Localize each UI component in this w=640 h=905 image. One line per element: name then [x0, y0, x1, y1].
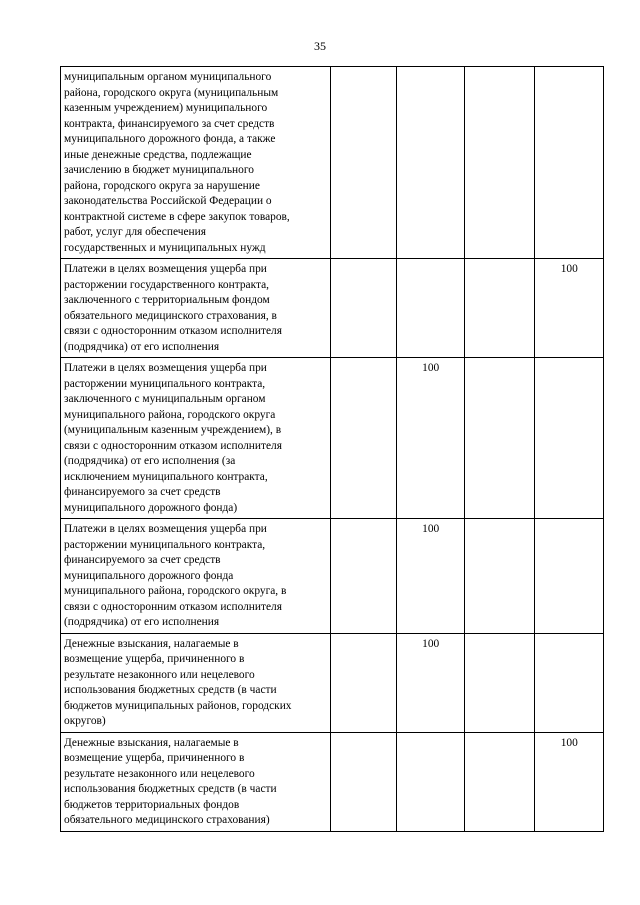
value-cell [464, 519, 535, 634]
value-cell: 100 [397, 519, 464, 634]
row-description: муниципальным органом муниципального района, городского округа (муниципальным казенным учреждением) муниципального контракта, финансируемого за счет средств муниципального дорожного фонда, а также иные денежные средства, подлежащие зачислению в бюджет муниципального района, городского округа за нарушение законодательства Российской Федерации о контрактной системе в сфере закупок товаров, работ, услуг для обеспечения государственных и муниципальных нужд [64, 71, 290, 254]
row-description-cell [61, 633, 331, 732]
value-cell [464, 259, 535, 358]
revenue-distribution-table [60, 66, 604, 832]
table-row [61, 358, 604, 519]
value-cell [535, 519, 604, 634]
value-cell [464, 67, 535, 259]
row-description: Денежные взыскания, налагаемые в возмещение ущерба, причиненного в результате незаконного или нецелевого использования бюджетных средств (в части бюджетов муниципальных районов, городских округов) [64, 637, 292, 727]
value-cell [330, 358, 396, 519]
value-cell [397, 732, 464, 831]
value-cell [464, 358, 535, 519]
row-description-cell [61, 259, 331, 358]
value-cell [535, 633, 604, 732]
row-description-cell [61, 358, 331, 519]
row-description-cell [61, 732, 331, 831]
value-cell: 100 [535, 259, 604, 358]
value-cell [330, 633, 396, 732]
value-cell [397, 259, 464, 358]
value-cell: 100 [535, 732, 604, 831]
table-row [61, 519, 604, 634]
row-description-cell [61, 67, 331, 259]
row-description: Платежи в целях возмещения ущерба при расторжении государственного контракта, заключенного с территориальным фондом обязательного медицинского страхования, в связи с односторонним отказом исполнителя (подрядчика) от его исполнения [64, 263, 282, 353]
table-row [61, 67, 604, 259]
row-description-cell [61, 519, 331, 634]
value-cell [535, 358, 604, 519]
value-cell [397, 67, 464, 259]
table-row [61, 732, 604, 831]
row-description: Платежи в целях возмещения ущерба при расторжении муниципального контракта, финансируемого за счет средств муниципального дорожного фонда муниципального района, городского округа, в связи с односторонним отказом исполнителя (подрядчика) от его исполнения [64, 523, 287, 628]
table-row [61, 633, 604, 732]
row-description: Платежи в целях возмещения ущерба при расторжении муниципального контракта, заключенного с муниципальным органом муниципального района, городского округа (муниципальным казенным учреждением), в связи с односторонним отказом исполнителя (подрядчика) от его исполнения (за исключением муниципального контракта, финансируемого за счет средств муниципального дорожного фонда) [64, 362, 282, 514]
value-cell [330, 259, 396, 358]
value-cell [535, 67, 604, 259]
value-cell: 100 [397, 358, 464, 519]
table-row [61, 259, 604, 358]
value-cell [330, 519, 396, 634]
value-cell [464, 633, 535, 732]
page-number: 35 [314, 39, 326, 53]
value-cell [464, 732, 535, 831]
value-cell [330, 732, 396, 831]
value-cell: 100 [397, 633, 464, 732]
value-cell [330, 67, 396, 259]
row-description: Денежные взыскания, налагаемые в возмещение ущерба, причиненного в результате незаконного или нецелевого использования бюджетных средств (в части бюджетов территориальных фондов обязательного медицинского страхования) [64, 736, 277, 826]
